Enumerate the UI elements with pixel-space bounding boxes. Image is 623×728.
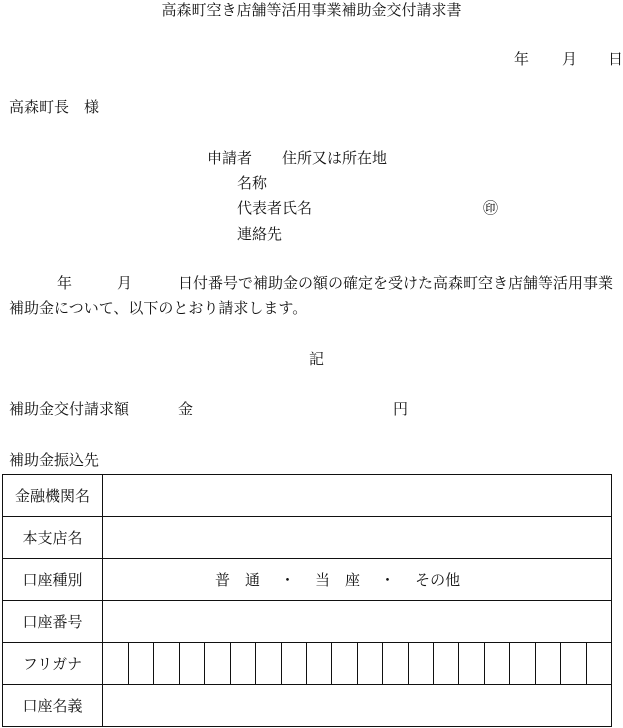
applicant-representative: 代表者氏名	[237, 199, 313, 217]
furigana-box[interactable]	[128, 643, 153, 684]
furigana-box[interactable]	[331, 643, 356, 684]
furigana-box[interactable]	[230, 643, 255, 684]
table-row	[3, 517, 612, 559]
institution-label: 金融機関名	[3, 475, 103, 517]
date-day: 日	[608, 50, 623, 68]
applicant-address: 住所又は所在地	[282, 149, 388, 167]
ki-heading: 記	[309, 350, 325, 368]
applicant-label: 申請者	[207, 149, 253, 167]
account-number-label: 口座番号	[3, 601, 103, 643]
request-yen: 円	[393, 400, 409, 418]
request-amount-label: 補助金交付請求額	[9, 400, 130, 418]
furigana-box[interactable]	[433, 643, 458, 684]
branch-field[interactable]	[103, 517, 612, 559]
table-row	[3, 601, 612, 643]
branch-label: 本支店名	[3, 517, 103, 559]
bank-heading: 補助金振込先	[9, 451, 100, 469]
applicant-contact: 連絡先	[237, 225, 283, 243]
furigana-box[interactable]	[586, 643, 611, 684]
furigana-box[interactable]	[408, 643, 433, 684]
table-row	[3, 685, 612, 727]
body-month: 月	[117, 274, 133, 292]
furigana-box[interactable]	[535, 643, 560, 684]
option-separator: ・	[280, 571, 296, 589]
furigana-box[interactable]	[382, 643, 407, 684]
account-holder-field[interactable]	[103, 685, 612, 727]
table-row	[3, 643, 612, 685]
furigana-box[interactable]	[103, 643, 128, 684]
furigana-field[interactable]	[103, 643, 612, 685]
furigana-box[interactable]	[484, 643, 509, 684]
body-line2: 補助金について、以下のとおり請求します。	[9, 299, 308, 317]
furigana-label: フリガナ	[3, 643, 103, 685]
furigana-box[interactable]	[306, 643, 331, 684]
request-kin: 金	[178, 400, 194, 418]
option-other[interactable]: その他	[415, 571, 461, 589]
account-holder-label: 口座名義	[3, 685, 103, 727]
account-type-label: 口座種別	[3, 559, 103, 601]
furigana-box[interactable]	[560, 643, 585, 684]
furigana-box[interactable]	[153, 643, 178, 684]
furigana-box[interactable]	[281, 643, 306, 684]
furigana-box[interactable]	[357, 643, 382, 684]
furigana-box[interactable]	[179, 643, 204, 684]
document-title: 高森町空き店舗等活用事業補助金交付請求書	[161, 1, 462, 19]
date-year: 年	[514, 50, 530, 68]
bank-table	[2, 474, 612, 727]
furigana-box[interactable]	[204, 643, 229, 684]
account-type-field[interactable]	[103, 559, 612, 601]
table-row	[3, 475, 612, 517]
furigana-box[interactable]	[458, 643, 483, 684]
option-separator: ・	[380, 571, 396, 589]
table-row	[3, 559, 612, 601]
option-toza[interactable]: 当 座	[315, 571, 361, 589]
institution-field[interactable]	[103, 475, 612, 517]
furigana-box[interactable]	[509, 643, 534, 684]
applicant-name: 名称	[237, 174, 268, 192]
account-number-field[interactable]	[103, 601, 612, 643]
date-month: 月	[562, 50, 578, 68]
furigana-box[interactable]	[255, 643, 280, 684]
seal-mark: ㊞	[483, 199, 499, 217]
body-year: 年	[57, 274, 73, 292]
option-futsu[interactable]: 普 通	[215, 571, 261, 589]
furigana-boxes	[103, 643, 611, 684]
body-line1: 日付番号で補助金の額の確定を受けた高森町空き店舗等活用事業	[178, 274, 614, 292]
addressee: 高森町長 様	[9, 98, 100, 116]
